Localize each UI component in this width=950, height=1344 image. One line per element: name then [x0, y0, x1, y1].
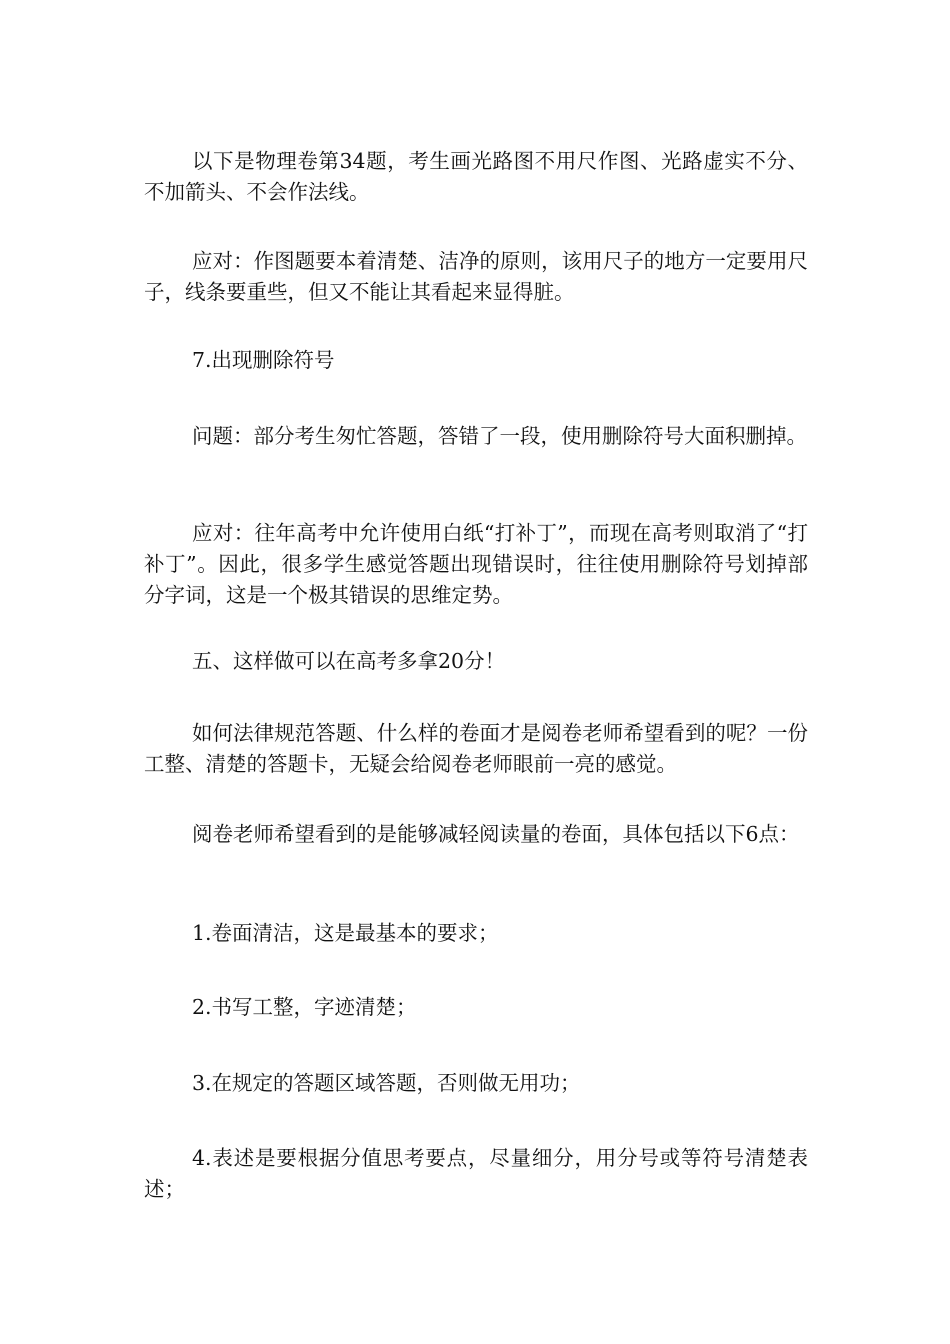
paragraph-problem-deletion: 问题：部分考生匆忙答题，答错了一段，使用删除符号大面积删掉。: [192, 424, 807, 448]
list-item-4: 4.表述是要根据分值思考要点，尽量细分，用分号或等符号清楚表述；: [144, 1146, 808, 1201]
paragraph-six-points: 阅卷老师希望看到的是能够减轻阅读量的卷面，具体包括以下6点：: [192, 822, 800, 846]
paragraph-response-drawing: 应对：作图题要本着清楚、洁净的原则，该用尺子的地方一定要用尺子，线条要重些，但又不能让其看起来显得脏。: [144, 249, 808, 304]
heading-section-five: 五、这样做可以在高考多拿20分！: [192, 649, 506, 673]
list-item-3: 3.在规定的答题区域答题，否则做无用功；: [192, 1071, 581, 1095]
heading-deletion-symbol: 7.出现删除符号: [192, 348, 335, 372]
paragraph-response-patching: 应对：往年高考中允许使用白纸“打补丁”，而现在高考则取消了“打补丁”。因此，很多学生感觉答题出现错误时，往往使用删除符号划掉部分字词，这是一个极其错误的思维定势。: [144, 521, 808, 607]
list-item-1: 1.卷面清洁，这是最基本的要求；: [192, 921, 499, 945]
paragraph-physics-q34: 以下是物理卷第34题，考生画光路图不用尺作图、光路虚实不分、不加箭头、不会作法线。: [144, 149, 808, 204]
paragraph-how-to-answer: 如何法律规范答题、什么样的卷面才是阅卷老师希望看到的呢？一份工整、清楚的答题卡，无疑会给阅卷老师眼前一亮的感觉。: [144, 721, 808, 776]
list-item-2: 2.书写工整，字迹清楚；: [192, 995, 417, 1019]
